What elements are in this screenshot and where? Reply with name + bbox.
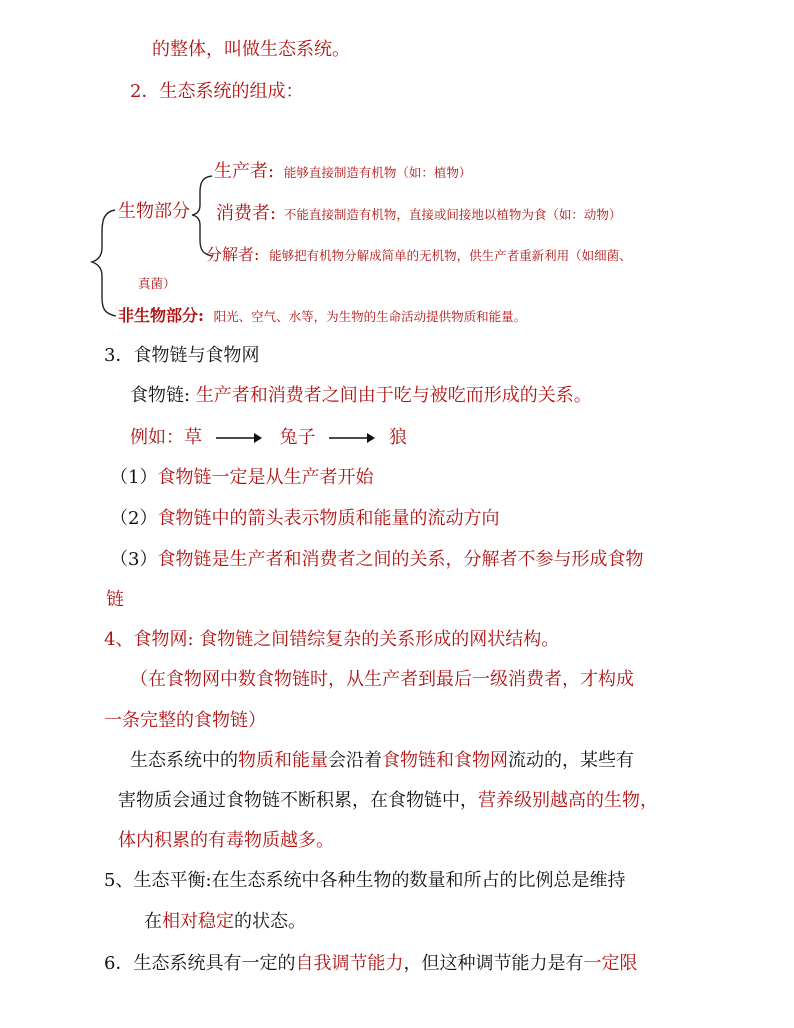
section-5-text-b1: 在	[144, 911, 162, 932]
example-rabbit: 兔子	[279, 427, 316, 448]
decomposer-desc-2: 真菌）	[138, 276, 176, 291]
paragraph-line-1	[130, 749, 634, 773]
food-web-note-text-a: （在食物网中数食物链时，从生产者到最后一级消费者，才构成	[130, 669, 634, 690]
example-wolf: 狼	[388, 427, 407, 448]
para-1e: 流动的，某些有	[508, 750, 634, 771]
food-web-note-text-b: 一条完整的食物链）	[104, 710, 266, 731]
arrow-right-icon	[216, 432, 262, 444]
section-6-text-d: 一定限	[583, 953, 638, 974]
para-2a: 害物质会通过食物链不断积累，在食物链中，	[118, 790, 478, 811]
decomposer-row	[206, 243, 632, 267]
decomposer-desc-1: 能够把有机物分解成简单的无机物，供生产者重新利用（如细菌、	[269, 248, 632, 263]
point-3-text-a: 食物链是生产者和消费者之间的关系，分解者不参与形成食物	[157, 549, 644, 570]
point-3-cont	[106, 588, 124, 612]
food-chain-def-label: 食物链:	[130, 385, 191, 406]
decomposer-desc-2-row	[138, 275, 176, 293]
point-3-num: （3）	[110, 549, 158, 570]
point-3	[110, 548, 643, 572]
abiotic-row	[118, 304, 526, 328]
abiotic-label: 非生物部分:	[118, 306, 204, 325]
para-1b: 物质和能量	[238, 750, 328, 771]
food-web-def-text: 食物链之间错综复杂的关系形成的网状结构。	[199, 629, 560, 650]
section-5-line-b	[144, 910, 306, 934]
section-5-title: 5、生态平衡:	[104, 870, 212, 891]
paragraph-line-3	[118, 829, 334, 853]
paragraph-line-2	[118, 789, 658, 813]
section-5-text-b2: 相对稳定	[162, 911, 234, 932]
section-5-text-b3: 的状态。	[234, 911, 306, 932]
para-1a: 生态系统中的	[130, 750, 238, 771]
consumer-row	[216, 202, 621, 226]
producer-desc: 能够直接制造有机物（如：植物）	[283, 165, 472, 180]
food-chain-def	[130, 384, 592, 408]
food-web-note-a	[130, 668, 634, 692]
producer-row	[214, 160, 471, 184]
para-1c: 会沿着	[328, 750, 382, 771]
section-3-title	[104, 344, 259, 368]
consumer-desc: 不能直接制造有机物，直接或间接地以植物为食（如：动物）	[283, 207, 622, 222]
section-4-title-text: 4、食物网:	[104, 629, 194, 650]
section-5-line-a	[104, 869, 626, 893]
section-2-title-text: 2．生态系统的组成：	[130, 81, 304, 102]
food-chain-def-text: 生产者和消费者之间由于吃与被吃而形成的关系。	[195, 385, 592, 406]
section-3-title-text: 3．食物链与食物网	[104, 345, 260, 366]
section-6-text-b: 自我调节能力	[295, 953, 404, 974]
consumer-label: 消费者:	[216, 203, 277, 224]
para-3: 体内积累的有毒物质越多。	[118, 830, 334, 851]
point-2-text: 食物链中的箭头表示物质和能量的流动方向	[157, 508, 500, 529]
section-6-text-a: 6．生态系统具有一定的	[104, 953, 296, 974]
section-6-line	[104, 952, 637, 976]
section-6-text-c: ，但这种调节能力是有	[403, 953, 584, 974]
point-1-num: （1）	[110, 467, 158, 488]
point-2-num: （2）	[110, 508, 158, 529]
section-5-text-a: 在生态系统中各种生物的数量和所占的比例总是维持	[211, 870, 626, 891]
point-1	[110, 466, 373, 490]
outer-brace	[92, 210, 116, 316]
biotic-label-row	[118, 200, 190, 224]
section-4-title	[104, 628, 559, 652]
point-1-text: 食物链一定是从生产者开始	[157, 467, 374, 488]
abiotic-desc: 阳光、空气、水等，为生物的生命活动提供物质和能量。	[213, 309, 527, 324]
food-chain-example	[130, 426, 407, 450]
example-grass: 例如：草	[130, 427, 202, 448]
para-1d: 食物链和食物网	[382, 750, 508, 771]
intro-text: 的整体，叫做生态系统。	[152, 39, 350, 60]
point-2	[110, 507, 499, 531]
para-2b: 营养级别越高的生物，	[478, 790, 658, 811]
arrow-right-icon	[329, 432, 375, 444]
food-web-note-b	[104, 709, 266, 733]
point-3-text-b: 链	[106, 589, 124, 610]
producer-label: 生产者:	[214, 161, 275, 182]
biotic-label: 生物部分	[118, 201, 190, 222]
decomposer-label: 分解者:	[206, 245, 260, 264]
